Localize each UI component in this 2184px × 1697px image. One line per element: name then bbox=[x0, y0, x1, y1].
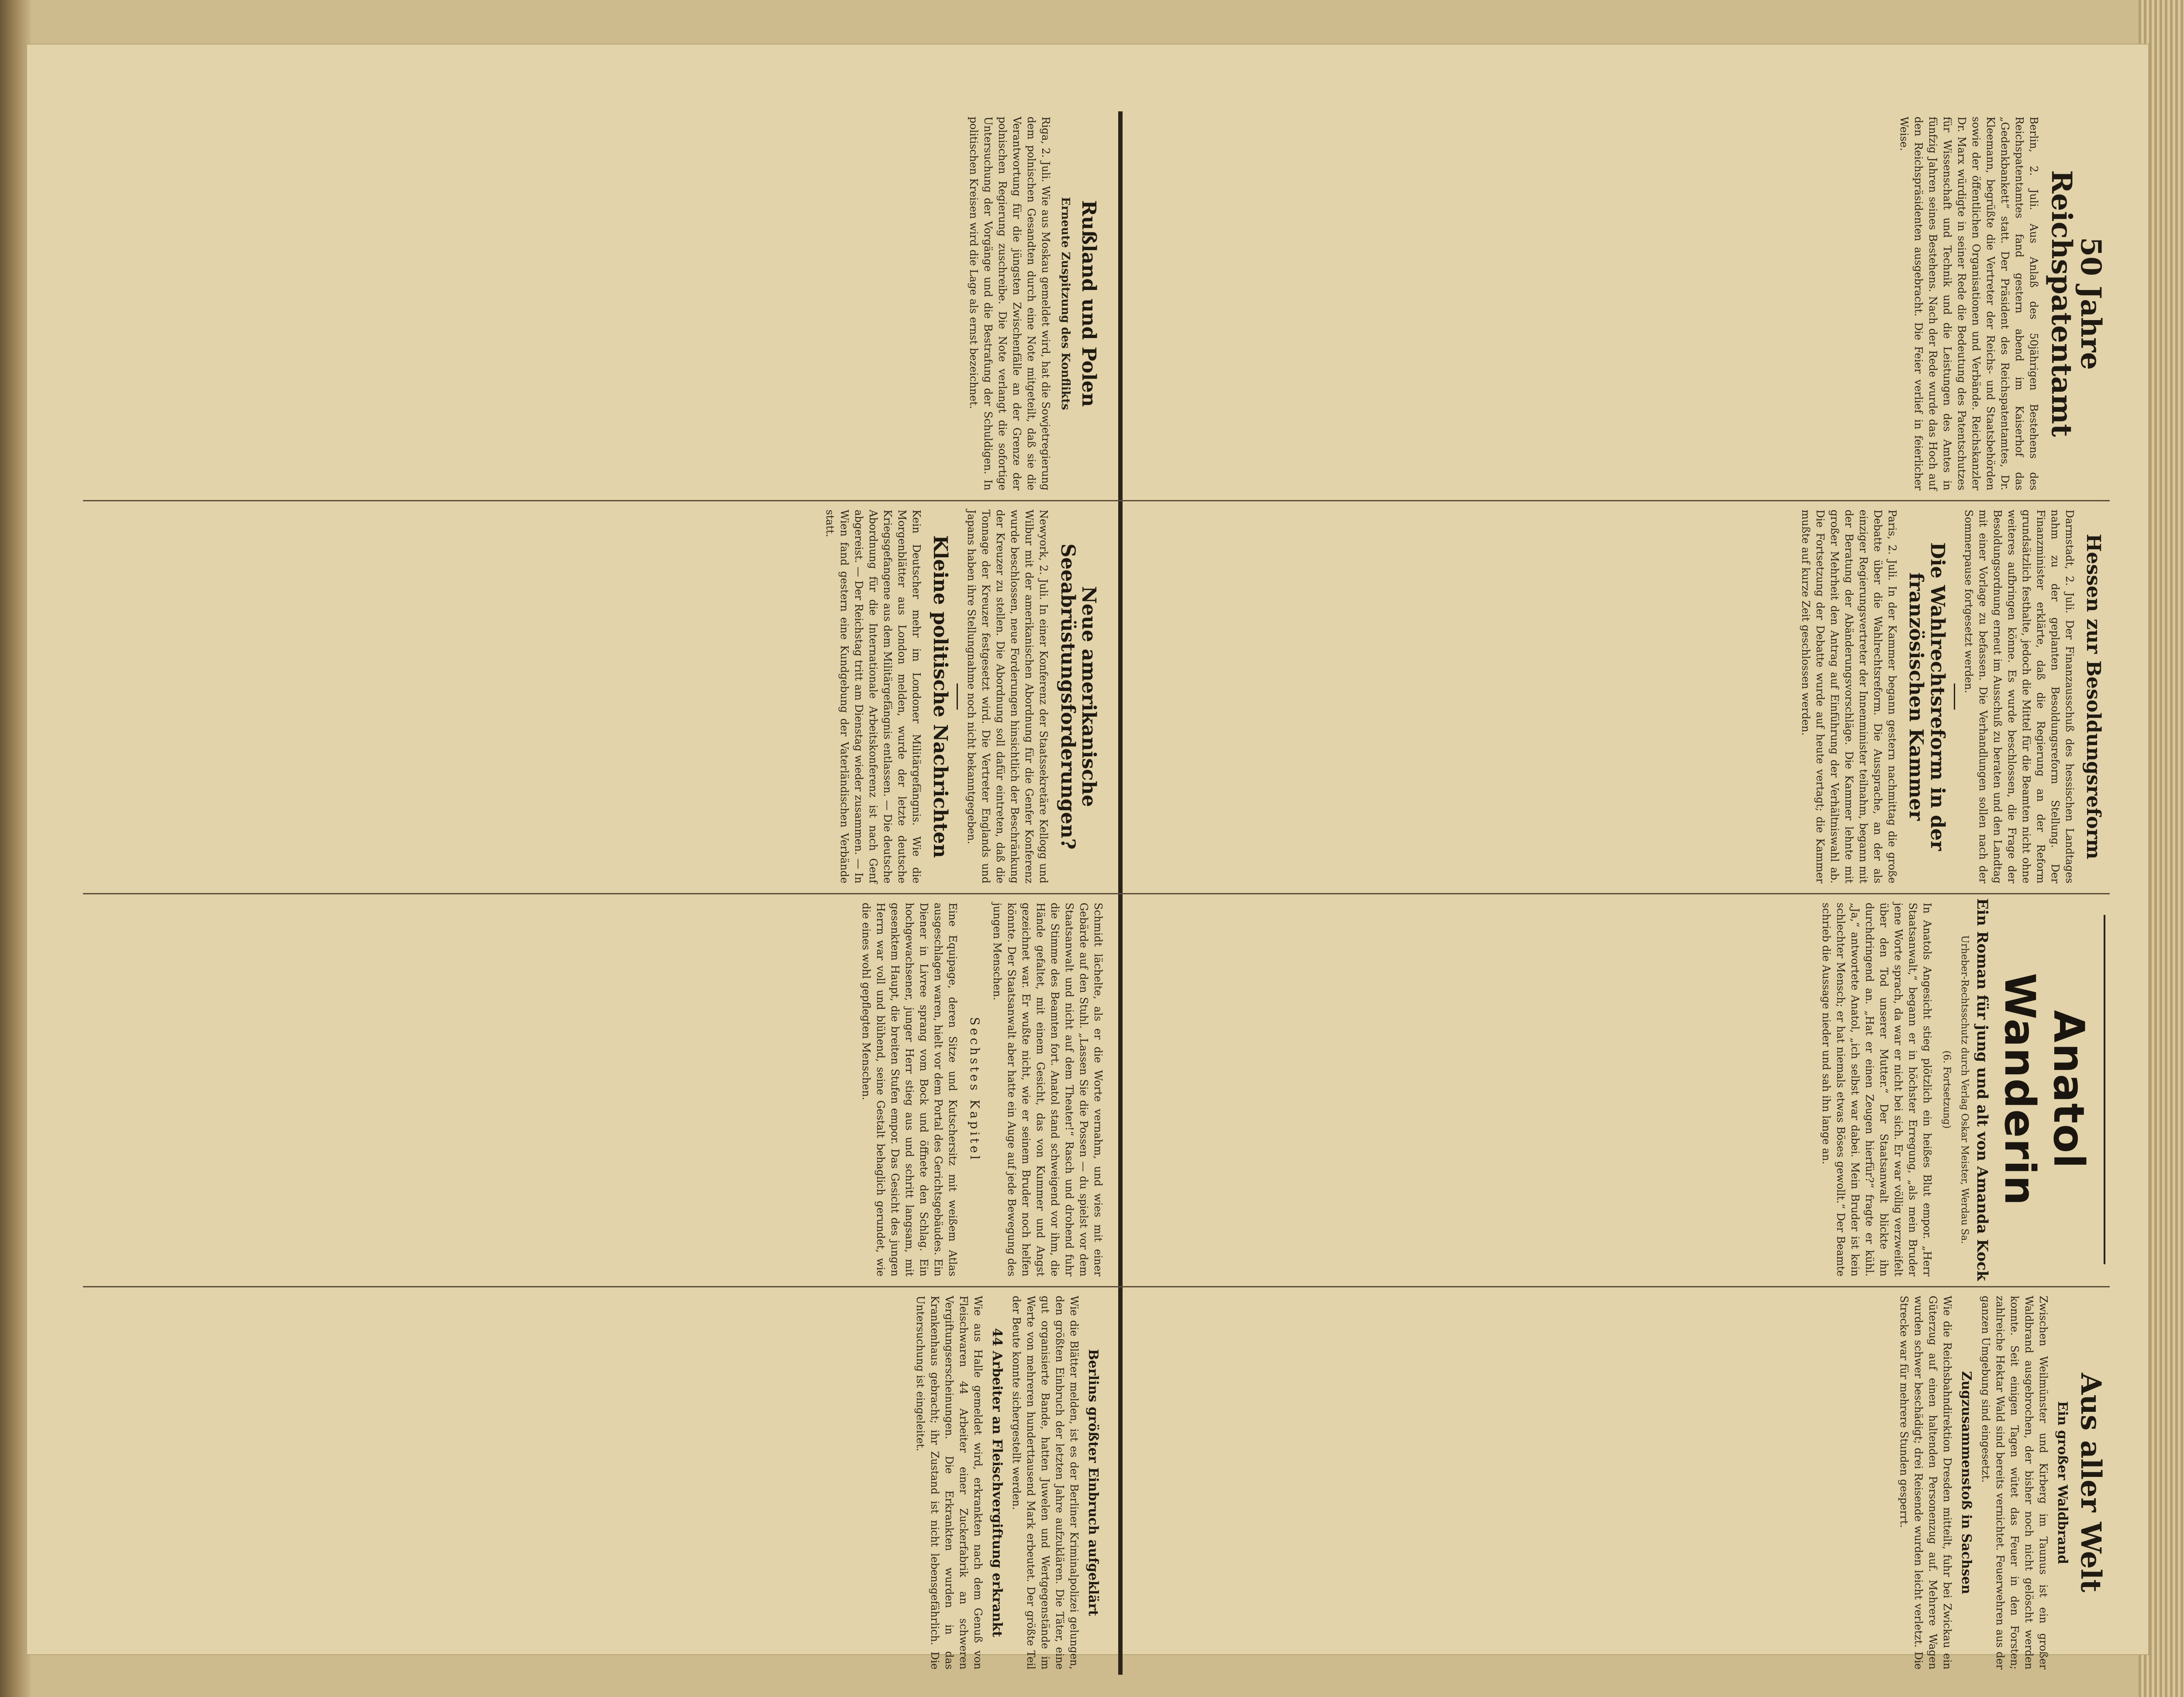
column-rule bbox=[83, 893, 2110, 894]
berlin-body: Wie die Blätter melden, ist es der Berliner Kriminalpolizei gelungen, den größten Einbruch der letzten Jahre aufzuklären. Die Täter, eine gut organisierte Bande, hatten Juwelen und Wertgegenstände im Werte von mehreren hunderttausend Mark erbeutet. Der größte Teil der Beute konnte sichergestellt werden. bbox=[1010, 1296, 1080, 1669]
column-3 bbox=[83, 897, 2110, 1282]
zwickau-title: Zugzusammenstoß in Sachsen bbox=[1958, 1371, 1974, 1594]
column-4 bbox=[83, 1290, 2110, 1675]
serial-part: (6. Fortsetzung) bbox=[1941, 1050, 1952, 1129]
welt-section bbox=[1131, 1290, 2110, 1675]
serial-top-rule bbox=[2104, 915, 2105, 1264]
rotated-newspaper-content bbox=[83, 111, 2110, 1675]
serial-continued bbox=[83, 897, 1105, 1282]
column-rule bbox=[83, 500, 2110, 501]
waldbrand-body: Zwischen Weilmünster und Kirberg im Taunus ist ein großer Waldbrand ausgebrochen, der bisher noch nicht gelöscht werden konnte. Seit einigen Tagen wütet das Feuer in den Forsten; zahlreiche Hektar Wald sind bereits vernichtet. Feuerwehren aus der ganzen Umgebung sind eingesetzt. bbox=[1979, 1296, 2049, 1669]
column-rule bbox=[83, 1286, 2110, 1287]
russland-subtitle: Erneute Zuspitzung des Konflikts bbox=[1058, 197, 1072, 410]
patent-article bbox=[1131, 111, 2110, 496]
column-1 bbox=[83, 111, 2110, 496]
russland-body: Riga, 2. Juli. Wie aus Moskau gemeldet wird, hat die Sowjetregierung dem polnischen Gesandten durch eine Note mitgeteilt, daß sie die Verantwortung für die jüngsten Zwischenfälle an der Grenze der polnischen Regierung zuschreibe. Die Note verlangt die sofortige Untersuchung der Vorgänge und die Bestrafung der Schuldigen. In politischen Kreisen wird die Lage als ernst bezeichnet. bbox=[967, 117, 1052, 490]
amerika-article bbox=[83, 504, 1105, 889]
serial-subtitle: Ein Roman für jung und alt von Amanda Kock bbox=[1973, 898, 1991, 1281]
berlin-title: Berlins größter Einbruch aufgeklärt bbox=[1085, 1349, 1101, 1616]
serial-body: In Anatols Angesicht stieg plötzlich ein heißes Blut empor. „Herr Staatsanwalt,“ begann er in höchster Erregung, „als mein Bruder jene Worte sprach, da war er nicht bei sich. Er war völlig verzweifelt über den Tod unserer Mutter.“ Der Staatsanwalt blickte ihn durchdringend an. „Hat er einen Zeugen hierfür?“ fragte er kühl. „Ja,“ antwortete Anatol, „ich selbst war dabei. Mein Bruder ist kein schlechter Mensch; er hat niemals etwas Böses gewollt.“ Der Beamte schrieb die Aussage nieder und sah ihn lange an. bbox=[1820, 903, 1933, 1276]
besoldung-body: Darmstadt, 2. Juli. Der Finanzausschuß des hessischen Landtages nahm zu der geplanten Besoldungsreform Stellung. Der Finanzminister erklärte, daß die Regierung an der Reform grundsätzlich festhalte, jedoch die Mittel für die Beamten nicht ohne weiteres aufbringen könne. Es wurde beschlossen, die Frage der Besoldungsordnung erneut im Ausschuß zu beraten und den Landtag mit einer Vorlage zu befassen. Die Verhandlungen sollen nach der Sommerpause fortgesetzt werden. bbox=[1962, 510, 2076, 883]
serial-rights-note: Urheber-Rechtsschutz durch Verlag Oskar Meister, Werdau Sa. bbox=[1959, 935, 1970, 1244]
article-separator bbox=[957, 683, 958, 710]
arbeiter-body: Wie aus Halle gemeldet wird, erkrankten nach dem Genuß von Fleischwaren 44 Arbeiter einer Zuckerfabrik an schweren Vergiftungserscheinungen. Die Erkrankten wurden in das Krankenhaus gebracht; ihr Zustand ist nicht lebensgefährlich. Die Untersuchung ist eingeleitet. bbox=[914, 1296, 984, 1669]
russland-article bbox=[83, 111, 1105, 496]
amerika-title: Neue amerikanische Seeabrüstungsforderungen? bbox=[1056, 543, 1100, 850]
welt-continued bbox=[83, 1290, 1105, 1675]
zwickau-body: Wie die Reichsbahndirektion Dresden mitteilt, fuhr bei Zwickau ein Güterzug auf einen haltenden Personenzug auf. Mehrere Wagen wurden schwer beschädigt; drei Reisende wurden leicht verletzt. Die Strecke war für mehrere Stunden gesperrt. bbox=[1897, 1296, 1953, 1669]
serial-title: Anatol Wanderin bbox=[1995, 973, 2093, 1206]
serial-continued-body: Schmidt lächelte, als er die Worte vernahm, und wies mit einer Gebärde auf den Stuhl. „Lassen Sie die Possen — du spielst vor dem Staatsanwalt und nicht auf dem Theater!“ Rasch und drohend fuhr die Stimme des Beamten fort. Anatol stand schweigend vor ihm, die Hände gefaltet, mit einem Gesicht, das von Kummer und Angst gezeichnet war. Er wußte nicht, wie er seinem Bruder noch helfen könnte. Der Staatsanwalt aber hatte ein Auge auf jede Bewegung des jungen Menschen. bbox=[991, 903, 1104, 1276]
patent-body: Berlin, 2. Juli. Aus Anlaß des 50jährigen Bestehens des Reichspatentamtes fand gestern abend im Kaiserhof das „Gedenkbankett“ statt. Der Präsident des Reichspatentamtes, Dr. Kleemann, begrüßte die Vertreter der Reichs- und Staatsbehörden sowie der öffentlichen Organisationen und Verbände. Reichskanzler Dr. Marx würdigte in seiner Rede die Bedeutung des Patentschutzes für Wissenschaft und Technik und die Leistungen des Amtes in fünfzig Jahren seines Bestehens. Nach der Rede wurde das Hoch auf den Reichspräsidenten ausgebracht. Die Feier verlief in feierlicher Weise. bbox=[1897, 117, 2040, 490]
serial-section bbox=[1131, 897, 2110, 1282]
waldbrand-title: Ein großer Waldbrand bbox=[2054, 1401, 2070, 1564]
article-separator bbox=[1954, 683, 1955, 710]
wahlrecht-title: Die Wahlrechtsreform in der französischen Kammer bbox=[1905, 542, 1949, 851]
patent-title: 50 Jahre Reichspatentamt bbox=[2045, 170, 2107, 437]
chapter-heading: Sechstes Kapitel bbox=[968, 1017, 982, 1162]
amerika-body: Newyork, 2. Juli. In einer Konferenz der Staatssekretäre Kellogg und Wilbur mit der amerikanischen Abordnung für die Genfer Konferenz wurde beschlossen, neue Forderungen hinsichtlich der Beschränkung der Kreuzer zu stellen. Die Abordnung soll dafür eintreten, daß die Tonnage der Kreuzer festgesetzt wird. Die Vertreter Englands und Japans haben ihre Stellungnahme noch nicht bekanntgegeben. bbox=[965, 510, 1050, 883]
kleine-body: Kein Deutscher mehr im Londoner Militärgefängnis. Wie die Morgenblätter aus London melden, wurde der letzte deutsche Kriegsgefangene aus dem Militärgefängnis entlassen. — Die deutsche Abordnung für die Internationale Arbeitskonferenz ist nach Genf abgereist. — Der Reichstag tritt am Dienstag wieder zusammen. — In Wien fand gestern eine Kundgebung der Vaterländischen Verbände statt. bbox=[823, 510, 923, 883]
besoldung-title: Hessen zur Besoldungsreform bbox=[2082, 534, 2105, 859]
newspaper-sheet bbox=[26, 44, 2149, 1669]
welt-title: Aus aller Welt bbox=[2074, 1373, 2107, 1593]
besoldung-article bbox=[1131, 504, 2110, 889]
chapter-body: Eine Equipage, deren Sitze und Kutschersitz mit weißem Atlas ausgeschlagen waren, hielt vor dem Portal des Gerichtsgebäudes. Ein Diener in Livree sprang vom Bock und öffnete den Schlag. Ein hochgewachsener, junger Herr stieg aus und schritt langsam, mit gesenktem Haupt, die breiten Stufen empor. Das Gesicht des jungen Herrn war voll und blühend, seine Gestalt behaglich gerundet, wie die eines wohl gepflegten Menschen. bbox=[860, 903, 959, 1276]
arbeiter-title: 44 Arbeiter an Fleischvergiftung erkrankt bbox=[989, 1328, 1005, 1637]
kleine-title: Kleine politische Nachrichten bbox=[929, 535, 952, 858]
wahlrecht-body: Paris, 2. Juli. In der Kammer begann gestern nachmittag die große Debatte über die Wahlrechtsreform. Die Aussprache, an der als einziger Regierungsvertreter der Innenminister teilnahm, begann mit der Beratung der Abänderungsvorschläge. Die Kammer lehnte mit großer Mehrheit den Antrag auf Einführung der Verhältniswahl ab. Die Fortsetzung der Debatte wurde auf heute vertagt; die Kammer mußte auf kurze Zeit geschlossen werden. bbox=[1799, 510, 1898, 883]
russland-title: Rußland und Polen bbox=[1078, 200, 1100, 407]
column-2 bbox=[83, 504, 2110, 889]
